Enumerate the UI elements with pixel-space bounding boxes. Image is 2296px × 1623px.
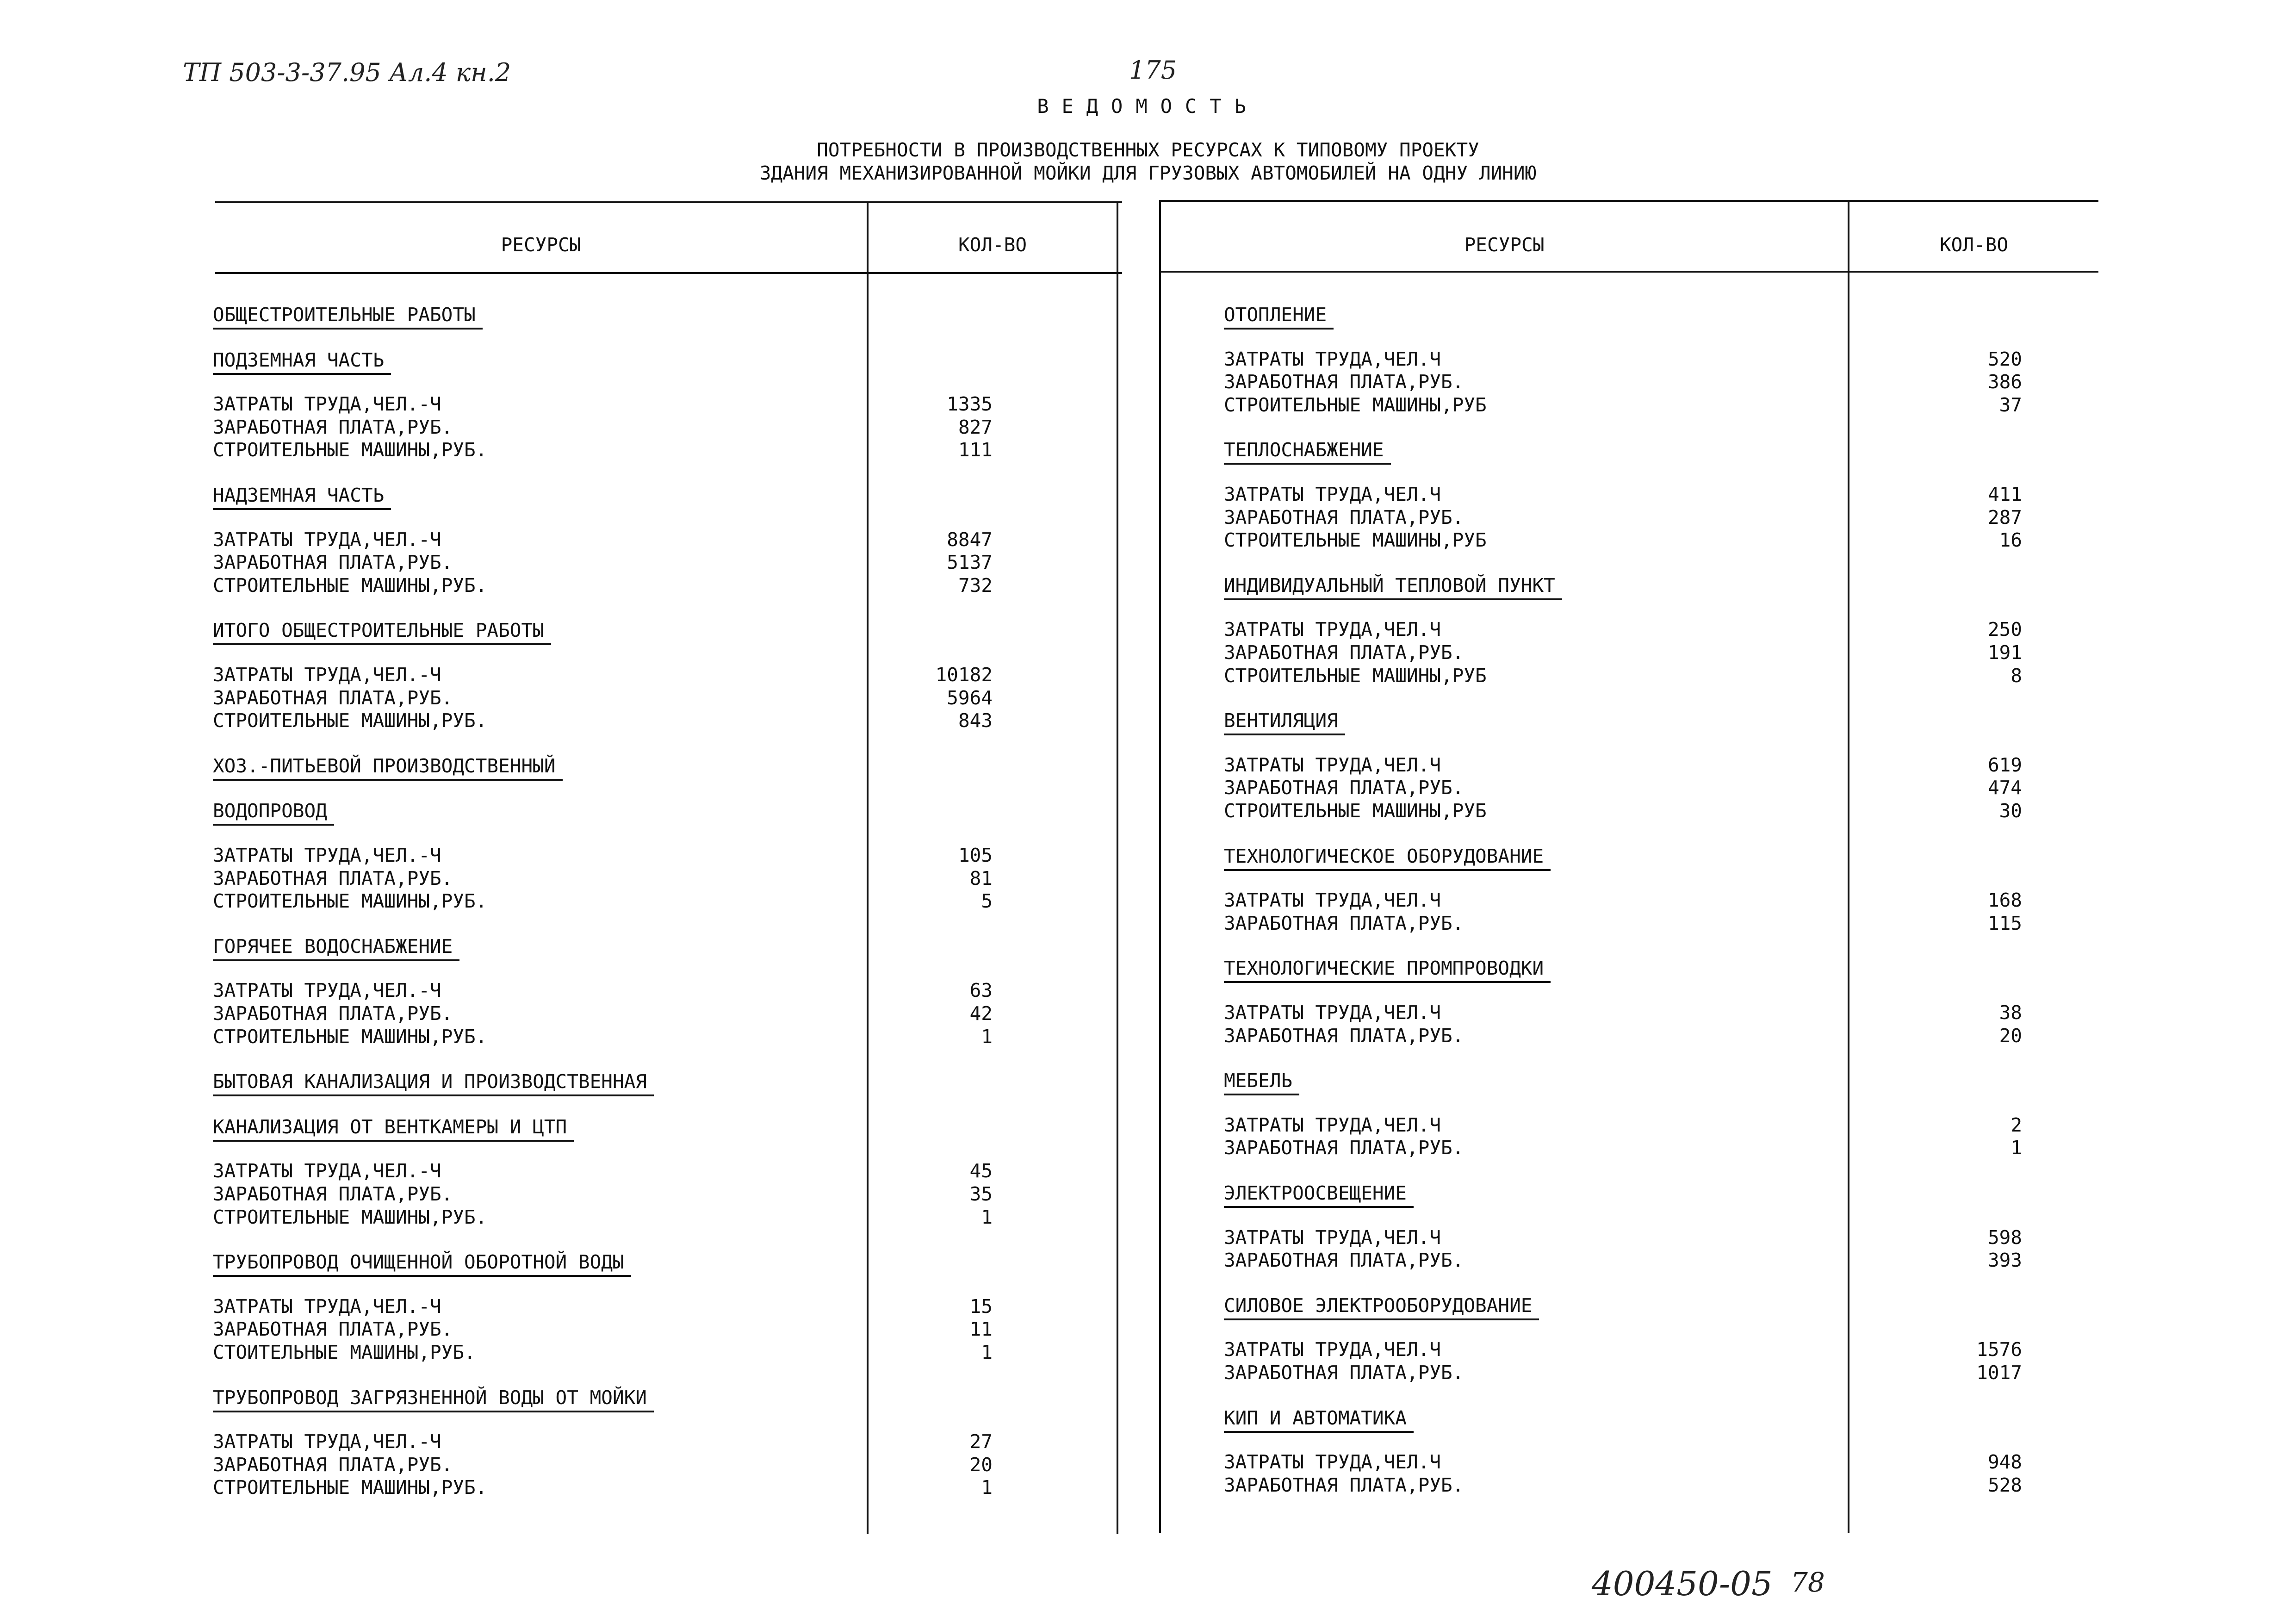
resource-quantity: 411 (1987, 483, 2022, 505)
resource-label: ЗАРАБОТНАЯ ПЛАТА,РУБ. (1224, 912, 1464, 934)
resource-row (213, 889, 993, 913)
section-heading (213, 619, 993, 642)
right-table-top-border (1159, 200, 2098, 202)
section-underline (1224, 1431, 1414, 1433)
resource-row (213, 528, 993, 551)
resource-label: ЗАРАБОТНАЯ ПЛАТА,РУБ. (213, 1002, 453, 1025)
resource-label: ЗАРАБОТНАЯ ПЛАТА,РУБ. (213, 867, 453, 889)
resource-quantity: 63 (969, 979, 993, 1002)
resource-quantity: 528 (1987, 1474, 2022, 1496)
resource-quantity: 1 (981, 1341, 993, 1363)
resource-label: ЗАТРАТЫ ТРУДА,ЧЕЛ.Ч (1224, 753, 1441, 776)
resource-quantity: 948 (1987, 1451, 2022, 1474)
resource-row (1224, 618, 2022, 641)
section-underline (213, 643, 551, 645)
section-underline (213, 508, 391, 510)
resource-row (1224, 1024, 2022, 1047)
section-underline (213, 373, 391, 375)
resource-label: СТРОИТЕЛЬНЫЕ МАШИНЫ,РУБ. (213, 574, 487, 597)
section-heading (1224, 845, 2022, 868)
section-heading (213, 303, 993, 326)
section-heading (213, 1386, 993, 1409)
resource-quantity: 619 (1987, 753, 2022, 776)
resource-row (213, 979, 993, 1002)
resource-label: СТРОИТЕЛЬНЫЕ МАШИНЫ,РУБ. (213, 439, 487, 461)
resource-label: ЗАТРАТЫ ТРУДА,ЧЕЛ.-Ч (213, 393, 441, 416)
resource-row (1224, 1474, 2022, 1497)
section-title: КИП И АВТОМАТИКА (1224, 1406, 1407, 1429)
resource-quantity: 38 (1999, 1001, 2022, 1024)
section-underline (1224, 1318, 1539, 1320)
resource-row (1224, 506, 2022, 529)
section-title: ВОДОПРОВОД (213, 800, 327, 822)
resource-label: ЗАРАБОТНАЯ ПЛАТА,РУБ. (1224, 1362, 1464, 1384)
section-heading (213, 1070, 993, 1093)
left-table-header-border (215, 272, 1122, 274)
section-underline (1224, 598, 1562, 600)
section-underline (213, 1094, 654, 1096)
resource-label: ЗАТРАТЫ ТРУДА,ЧЕЛ.-Ч (213, 528, 441, 551)
section-title: ОБЩЕСТРОИТЕЛЬНЫЕ РАБОТЫ (213, 304, 476, 326)
resource-row (213, 574, 993, 597)
resource-label: СТОИТЕЛЬНЫЕ МАШИНЫ,РУБ. (213, 1341, 476, 1363)
resource-row (1224, 641, 2022, 664)
section-title: ЭЛЕКТРООСВЕЩЕНИЕ (1224, 1182, 1407, 1204)
resource-label: ЗАТРАТЫ ТРУДА,ЧЕЛ.Ч (1224, 1226, 1441, 1249)
resource-label: ЗАТРАТЫ ТРУДА,ЧЕЛ.-Ч (213, 979, 441, 1002)
resource-label: ЗАТРАТЫ ТРУДА,ЧЕЛ.Ч (1224, 889, 1441, 912)
section-heading (1224, 957, 2022, 980)
left-column-header-resources: РЕСУРСЫ (501, 234, 581, 256)
section-heading (213, 348, 993, 372)
section-heading (213, 484, 993, 507)
resource-label: ЗАТРАТЫ ТРУДА,ЧЕЛ.Ч (1224, 1338, 1441, 1361)
section-underline (1224, 981, 1551, 983)
section-heading (213, 935, 993, 958)
resource-row (1224, 1001, 2022, 1024)
resource-quantity: 474 (1987, 777, 2022, 799)
section-title: КАНАЛИЗАЦИЯ ОТ ВЕНТКАМЕРЫ И ЦТП (213, 1115, 567, 1138)
resource-label: СТРОИТЕЛЬНЫЕ МАШИНЫ,РУБ (1224, 529, 1487, 552)
resource-row (1224, 348, 2022, 371)
resource-quantity: 111 (958, 439, 993, 461)
resource-row (213, 867, 993, 890)
resource-row (1224, 776, 2022, 799)
section-heading (213, 799, 993, 822)
resource-label: ЗАРАБОТНАЯ ПЛАТА,РУБ. (1224, 1137, 1464, 1159)
resource-row (1224, 483, 2022, 506)
section-title: ПОДЗЕМНАЯ ЧАСТЬ (213, 348, 385, 371)
resource-label: ЗАРАБОТНАЯ ПЛАТА,РУБ. (1224, 777, 1464, 799)
resource-label: ЗАРАБОТНАЯ ПЛАТА,РУБ. (1224, 641, 1464, 664)
section-heading (1224, 303, 2022, 326)
resource-row (213, 1430, 993, 1453)
section-heading (1224, 709, 2022, 732)
resource-label: ЗАТРАТЫ ТРУДА,ЧЕЛ.-Ч (213, 1160, 441, 1182)
section-title: ТЕХНОЛОГИЧЕСКИЕ ПРОМПРОВОДКИ (1224, 957, 1544, 980)
resource-row (213, 709, 993, 732)
resource-row (213, 1341, 993, 1364)
resource-row (213, 1159, 993, 1182)
resource-quantity: 8847 (947, 528, 993, 551)
resource-label: СТРОИТЕЛЬНЫЕ МАШИНЫ,РУБ. (213, 709, 487, 732)
section-underline (213, 779, 563, 781)
resource-label: ЗАТРАТЫ ТРУДА,ЧЕЛ.Ч (1224, 348, 1441, 370)
section-title: ТРУБОПРОВОД ОЧИЩЕННОЙ ОБОРОТНОЙ ВОДЫ (213, 1251, 624, 1274)
resource-row (213, 686, 993, 709)
resource-quantity: 15 (969, 1295, 993, 1318)
resource-quantity: 45 (969, 1160, 993, 1182)
page-number: 175 (1129, 56, 1177, 85)
resource-row (1224, 529, 2022, 552)
section-heading (1224, 1294, 2022, 1317)
resource-quantity: 5 (981, 890, 993, 913)
left-table-right-border (1117, 201, 1118, 1534)
resource-label: СТРОИТЕЛЬНЫЕ МАШИНЫ,РУБ. (213, 1206, 487, 1228)
resource-quantity: 11 (969, 1318, 993, 1341)
section-title: ГОРЯЧЕЕ ВОДОСНАБЖЕНИЕ (213, 935, 453, 958)
resource-quantity: 1 (2011, 1137, 2022, 1159)
section-title: СИЛОВОЕ ЭЛЕКТРООБОРУДОВАНИЕ (1224, 1294, 1533, 1317)
section-title: ТРУБОПРОВОД ЗАГРЯЗНЕННОЙ ВОДЫ ОТ МОЙКИ (213, 1386, 647, 1409)
resource-label: ЗАРАБОТНАЯ ПЛАТА,РУБ. (213, 686, 453, 709)
right-column-header-quantity: КОЛ-ВО (1939, 234, 2009, 256)
resource-label: СТРОИТЕЛЬНЫЕ МАШИНЫ,РУБ (1224, 664, 1487, 687)
resource-quantity: 16 (1999, 529, 2022, 552)
section-heading (213, 1115, 993, 1138)
resource-label: ЗАРАБОТНАЯ ПЛАТА,РУБ. (1224, 371, 1464, 393)
resource-quantity: 386 (1987, 371, 2022, 393)
section-title: ИТОГО ОБЩЕСТРОИТЕЛЬНЫЕ РАБОТЫ (213, 619, 544, 642)
section-underline (1224, 463, 1391, 465)
resource-row (1224, 1226, 2022, 1249)
section-underline (213, 328, 483, 330)
resource-quantity: 115 (1987, 912, 2022, 934)
resource-quantity: 105 (958, 844, 993, 866)
document-subtitle-line-2: ЗДАНИЯ МЕХАНИЗИРОВАННОЙ МОЙКИ ДЛЯ ГРУЗОВЫХ АВТОМОБИЛЕЙ НА ОДНУ ЛИНИЮ (759, 162, 1537, 184)
resource-row (1224, 1136, 2022, 1159)
section-title: МЕБЕЛЬ (1224, 1070, 1293, 1092)
resource-row (213, 438, 993, 461)
resource-label: ЗАРАБОТНАЯ ПЛАТА,РУБ. (213, 1318, 453, 1341)
resource-label: ЗАРАБОТНАЯ ПЛАТА,РУБ. (213, 416, 453, 438)
resource-row (213, 1182, 993, 1206)
resource-row (213, 416, 993, 439)
section-underline (1224, 1094, 1299, 1095)
resource-row (1224, 1113, 2022, 1137)
section-title: ИНДИВИДУАЛЬНЫЙ ТЕПЛОВОЙ ПУНКТ (1224, 574, 1555, 597)
resource-quantity: 2 (2011, 1113, 2022, 1136)
section-underline (213, 959, 459, 961)
section-underline (213, 824, 334, 826)
resource-row (213, 1476, 993, 1499)
resource-row (213, 1002, 993, 1025)
document-title: ВЕДОМОСТЬ (1037, 95, 1259, 118)
resource-quantity: 1 (981, 1025, 993, 1048)
resource-row (213, 551, 993, 574)
resource-label: ЗАРАБОТНАЯ ПЛАТА,РУБ. (213, 551, 453, 574)
section-heading (1224, 574, 2022, 597)
section-underline (213, 1275, 631, 1277)
archive-stamp: 400450-05 (1592, 1564, 1773, 1603)
resource-label: ЗАТРАТЫ ТРУДА,ЧЕЛ.-Ч (213, 664, 441, 686)
resource-label: ЗАРАБОТНАЯ ПЛАТА,РУБ. (213, 1183, 453, 1205)
section-underline (1224, 734, 1345, 735)
section-underline (1224, 1206, 1414, 1208)
resource-label: СТРОИТЕЛЬНЫЕ МАШИНЫ,РУБ (1224, 393, 1487, 416)
resource-quantity: 1335 (947, 393, 993, 416)
section-title: БЫТОВАЯ КАНАЛИЗАЦИЯ И ПРОИЗВОДСТВЕННАЯ (213, 1070, 647, 1093)
resource-label: ЗАТРАТЫ ТРУДА,ЧЕЛ.Ч (1224, 483, 1441, 505)
section-underline (213, 1411, 654, 1412)
resource-label: ЗАТРАТЫ ТРУДА,ЧЕЛ.Ч (1224, 618, 1441, 641)
resource-quantity: 20 (1999, 1024, 2022, 1047)
left-column-header-quantity: КОЛ-ВО (958, 234, 1027, 256)
section-title: ТЕХНОЛОГИЧЕСКОЕ ОБОРУДОВАНИЕ (1224, 845, 1544, 867)
section-heading (213, 1250, 993, 1274)
resource-row (1224, 393, 2022, 417)
resource-row (1224, 1361, 2022, 1384)
section-title: ТЕПЛОСНАБЖЕНИЕ (1224, 439, 1384, 461)
resource-label: ЗАРАБОТНАЯ ПЛАТА,РУБ. (1224, 1474, 1464, 1496)
left-table-top-border (215, 201, 1122, 203)
resource-quantity: 520 (1987, 348, 2022, 370)
resource-label: ЗАТРАТЫ ТРУДА,ЧЕЛ.-Ч (213, 1295, 441, 1318)
resource-label: ЗАТРАТЫ ТРУДА,ЧЕЛ.-Ч (213, 1430, 441, 1453)
section-underline (1224, 869, 1551, 871)
section-title: ОТОПЛЕНИЕ (1224, 304, 1327, 326)
resource-row (1224, 889, 2022, 912)
resource-quantity: 287 (1987, 506, 2022, 529)
resource-row (213, 663, 993, 686)
section-underline (1224, 328, 1334, 330)
resource-quantity: 1017 (1976, 1362, 2022, 1384)
resource-row (213, 1295, 993, 1318)
right-column-header-resources: РЕСУРСЫ (1464, 234, 1545, 256)
resource-row (1224, 912, 2022, 935)
resource-row (1224, 370, 2022, 393)
resource-quantity: 8 (2011, 664, 2022, 687)
resource-row (1224, 664, 2022, 687)
resource-quantity: 1 (981, 1476, 993, 1499)
resource-row (1224, 1450, 2022, 1474)
section-heading (1224, 438, 2022, 461)
resource-quantity: 827 (958, 416, 993, 438)
resource-row (1224, 1249, 2022, 1272)
section-title: ВЕНТИЛЯЦИЯ (1224, 709, 1338, 732)
resource-label: СТРОИТЕЛЬНЫЕ МАШИНЫ,РУБ. (213, 890, 487, 913)
resource-quantity: 1 (981, 1206, 993, 1228)
resource-label: ЗАРАБОТНАЯ ПЛАТА,РУБ. (1224, 506, 1464, 529)
resource-quantity: 37 (1999, 393, 2022, 416)
resource-label: ЗАТРАТЫ ТРУДА,ЧЕЛ.Ч (1224, 1113, 1441, 1136)
section-heading (213, 754, 993, 777)
resource-row (1224, 1338, 2022, 1361)
resource-label: СТРОИТЕЛЬНЫЕ МАШИНЫ,РУБ. (213, 1025, 487, 1048)
resource-quantity: 843 (958, 709, 993, 732)
resource-quantity: 30 (1999, 800, 2022, 822)
resource-label: ЗАРАБОТНАЯ ПЛАТА,РУБ. (1224, 1024, 1464, 1047)
resource-quantity: 393 (1987, 1249, 2022, 1272)
section-heading (1224, 1069, 2022, 1092)
document-code: ТП 503-3-37.95 Ал.4 кн.2 (183, 58, 511, 87)
resource-row (1224, 753, 2022, 777)
resource-quantity: 732 (958, 574, 993, 597)
resource-label: ЗАТРАТЫ ТРУДА,ЧЕЛ.-Ч (213, 844, 441, 866)
resource-label: СТРОИТЕЛЬНЫЕ МАШИНЫ,РУБ (1224, 800, 1487, 822)
resource-quantity: 27 (969, 1430, 993, 1453)
section-heading (1224, 1406, 2022, 1430)
resource-label: ЗАТРАТЫ ТРУДА,ЧЕЛ.Ч (1224, 1001, 1441, 1024)
resource-label: ЗАРАБОТНАЯ ПЛАТА,РУБ. (213, 1453, 453, 1476)
right-table-header-border (1159, 271, 2098, 273)
section-heading (1224, 1181, 2022, 1205)
resource-quantity: 5137 (947, 551, 993, 574)
resource-quantity: 20 (969, 1453, 993, 1476)
resource-row (213, 1453, 993, 1476)
resource-quantity: 5964 (947, 686, 993, 709)
resource-row (213, 1025, 993, 1048)
right-table-left-border (1159, 200, 1161, 1533)
resource-quantity: 42 (969, 1002, 993, 1025)
resource-row (213, 392, 993, 416)
resource-quantity: 10182 (935, 664, 993, 686)
resource-quantity: 35 (969, 1183, 993, 1205)
resource-quantity: 168 (1987, 889, 2022, 912)
document-subtitle-line-1: ПОТРЕБНОСТИ В ПРОИЗВОДСТВЕННЫХ РЕСУРСАХ К ТИПОВОМУ ПРОЕКТУ (817, 139, 1479, 161)
resource-row (213, 1206, 993, 1229)
resource-quantity: 1576 (1976, 1338, 2022, 1361)
resource-row (213, 1318, 993, 1341)
resource-quantity: 598 (1987, 1226, 2022, 1249)
resource-row (213, 844, 993, 867)
resource-quantity: 250 (1987, 618, 2022, 641)
resource-label: ЗАРАБОТНАЯ ПЛАТА,РУБ. (1224, 1249, 1464, 1272)
resource-quantity: 81 (969, 867, 993, 889)
resource-label: ЗАТРАТЫ ТРУДА,ЧЕЛ.Ч (1224, 1451, 1441, 1474)
archive-stamp-mark: 78 (1791, 1567, 1825, 1598)
section-title: НАДЗЕМНАЯ ЧАСТЬ (213, 484, 385, 506)
resource-label: СТРОИТЕЛЬНЫЕ МАШИНЫ,РУБ. (213, 1476, 487, 1499)
resource-row (1224, 799, 2022, 822)
section-underline (213, 1140, 574, 1142)
section-title: ХОЗ.-ПИТЬЕВОЙ ПРОИЗВОДСТВЕННЫЙ (213, 754, 556, 777)
resource-quantity: 191 (1987, 641, 2022, 664)
